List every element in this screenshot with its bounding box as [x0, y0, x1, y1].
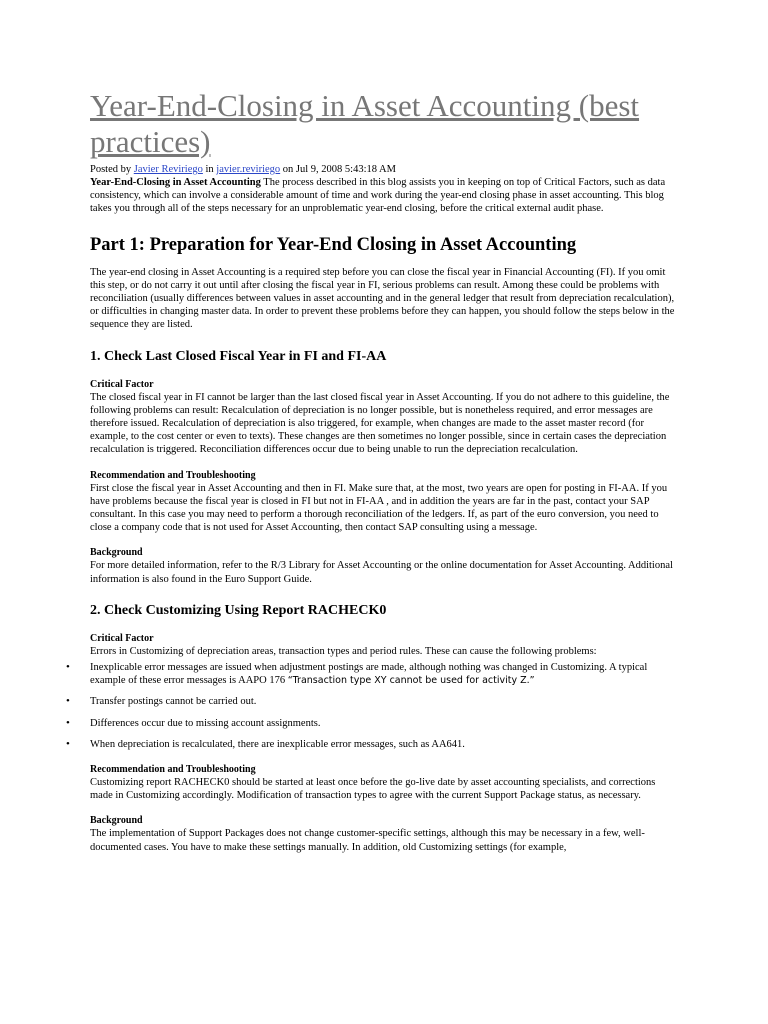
author-link[interactable]: Javier Reviriego [133, 164, 203, 175]
section1-heading: 1. Check Last Closed Fiscal Year in FI and FI-AA [90, 348, 387, 364]
section2-critical-text: Errors in Customizing of depreciation areas, transaction types and period rules. These can cause the following problems: [90, 645, 597, 657]
list-item-text: Inexplicable error messages are issued when adjustment postings are made, although nothing was changed in Customizing. A typical example of these error messages is AAPO 176 [90, 662, 648, 687]
section2-bg-text: The implementation of Support Packages does not change customer-specific settings, although this may be necessary in a few, well-documented cases. You have to make these settings manually. In addition, old Customizing settings (for example, [90, 828, 645, 853]
section1-rec-label: Recommendation and Troubleshooting [90, 469, 256, 481]
bullet-icon: • [66, 716, 70, 729]
section2-heading: 2. Check Customizing Using Report RACHECK0 [90, 602, 387, 618]
post-meta [90, 163, 680, 176]
error-message-quote: “Transaction type XY cannot be used for activity Z.” [287, 675, 535, 687]
section2-bullet-list [66, 661, 680, 751]
section2-rec-text: Customizing report RACHECK0 should be started at least once before the go-live date by asset accounting specialists, and corrections made in Customizing accordingly. Modification of transaction types to agree with the current Support Package status, as necessary. [90, 777, 656, 802]
part1-paragraph: The year-end closing in Asset Accounting is a required step before you can close the fiscal year in Financial Accounting (FI). If you omit this step, or do not carry it out until after closing the fiscal year in FI, serious problems can result. Among these could be problems with reconciliation (usually differences between values in asset accounting and in the general ledger that result from depreciation recalculation), or difficulties in changing master data. In order to prevent these problems before they can happen, you should follow the steps below in the sequence they are listed. [90, 266, 675, 331]
part1-heading: Part 1: Preparation for Year-End Closing in Asset Accounting [90, 234, 577, 255]
in-label: in [205, 164, 214, 175]
list-item [66, 737, 680, 751]
section1-bg-label: Background [90, 547, 143, 559]
list-item [66, 716, 680, 730]
page-title[interactable]: Year-End-Closing in Asset Accounting (best practices) [90, 88, 640, 159]
list-item-text: When depreciation is recalculated, there are inexplicable error messages, such as AA641. [90, 738, 465, 750]
section1-rec-text: First close the fiscal year in Asset Accounting and then in FI. Make sure that, at the most, two years are open for posting in FI-AA. If you have problems because the fiscal year is closed in FI but not in FI-AA , and in addition the years are far in the past, contact your SAP consultant. In this case you may need to perform a thorough reconciliation of the ledgers. If, as part of the euro conversion, you need to close a company code that is not used for Asset Accounting, then contact SAP consulting using a message. [90, 482, 668, 534]
bullet-icon: • [66, 737, 70, 750]
intro-bold: Year-End-Closing in Asset Accounting [90, 177, 261, 188]
section2-bg-label: Background [90, 815, 143, 827]
posted-by-label: Posted by [90, 164, 132, 175]
section1-critical-label: Critical Factor [90, 378, 154, 390]
author-handle-link[interactable]: javier.reviriego [216, 164, 281, 175]
section1-critical-text: The closed fiscal year in FI cannot be larger than the last closed fiscal year in Asset Accounting. If you do not adhere to this guideline, the following problems can result: Recalculation of depreciation is no longer possible, but is nonetheless required, and error messages are therefore issued. Recalculation of depreciation is also triggered, for example, when changes are made to the asset master record (for example, to the cost center or even to texts). These changes are then sometimes no longer possible, since in certain cases the depreciation recalculation is triggered. Reconciliation differences occur due to being unable to run the depreciation recalculation. [90, 391, 670, 456]
list-item [66, 695, 680, 708]
list-item-text: Differences occur due to missing account assignments. [90, 717, 321, 729]
bullet-icon: • [66, 695, 70, 708]
intro-paragraph [90, 176, 680, 216]
section1-bg-text: For more detailed information, refer to the R/3 Library for Asset Accounting or the online documentation for Asset Accounting. Additional information is also found in the Euro Support Guide. [90, 560, 673, 585]
list-item-text: Transfer postings cannot be carried out. [90, 696, 257, 708]
intro-text: The process described in this blog assists you in keeping on top of Critical Factors, such as data consistency, which can involve a considerable amount of time and work during the year-end closing phase in asset accounting. This blog takes you through all of the steps necessary for an unproblematic year-end closing, before the critical external audit phase. [90, 177, 666, 215]
post-date: on Jul 9, 2008 5:43:18 AM [282, 164, 396, 175]
section2-rec-label: Recommendation and Troubleshooting [90, 764, 256, 776]
bullet-icon: • [66, 661, 70, 674]
list-item [66, 661, 680, 687]
section2-critical-label: Critical Factor [90, 632, 154, 644]
